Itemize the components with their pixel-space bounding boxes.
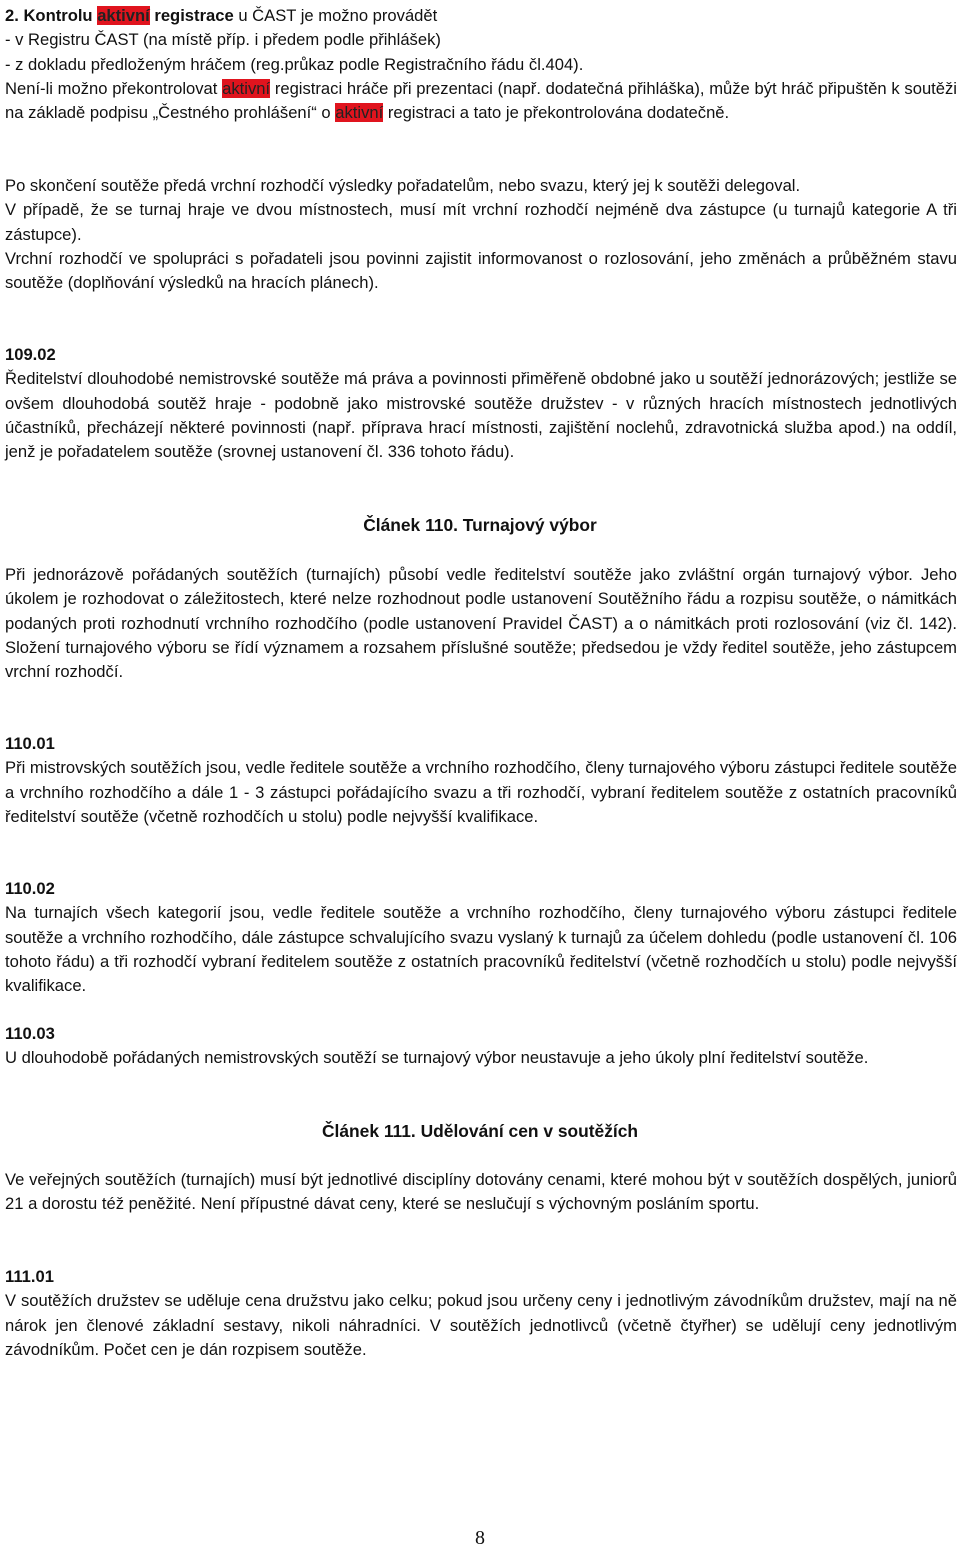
section-110-02 [5,877,957,998]
paragraph-rooms: V případě, že se turnaj hraje ve dvou místnostech, musí mít vrchní rozhodčí nejméně dva zástupce (u turnajů kategorie A tři zástupce). [5,200,957,244]
section-number: 109.02 [5,345,56,364]
article-111-text: Ve veřejných soutěžích (turnajích) musí být jednotlivé disciplíny dotovány cenami, které mohou být v soutěžích dospělých, juniorů 21 a dorostu též peněžité. Není přípustné dávat ceny, které se neslučují s výchovným posláním sportu. [5,1170,957,1214]
highlight-aktivni: aktivní [335,103,384,123]
section-text: Při mistrovských soutěžích jsou, vedle ředitele soutěže a vrchního rozhodčího, členy turnajového výboru zástupci ředitele soutěže a vrchního rozhodčího a dále 1 - 3 zástupci pořádajícího svazu a tři rozhodčí, vybraní ředitelem soutěže z ostatních pracovníků ředitelství soutěže (včetně rozhodčích u stolu) podle nejvyšší kvalifikace. [5,758,957,826]
article-110-text: Při jednorázově pořádaných soutěžích (turnajích) působí vedle ředitelství soutěže jako zvláštní orgán turnajový výbor. Jeho úkolem je rozhodovat o záležitostech, které nelze rozhodnout podle ustanovení Soutěžního řádu a rozpisu soutěže, o námitkách podaných proti rozhodnutí vrchního rozhodčího (podle ustanovení Pravidel ČAST) a o námitkách proti rozlosování (viz čl. 142). Složení turnajového výboru se řídí významem a rozsahem příslušné soutěže; předsedou je vždy ředitel soutěže, jeho zástupcem vrchní rozhodčí. [5,565,957,682]
intro-line-1: 2. Kontrolu aktivní registrace u ČAST je možno provádět [5,6,438,25]
intro-block [5,4,957,125]
section-text: Na turnajích všech kategorií jsou, vedle ředitele soutěže a vrchního rozhodčího, členy turnajového výboru zástupci ředitele soutěže a vrchního rozhodčího, dále zástupce schvalujícího svazu vyslaný k turnajů za účelem dohledu (podle ustanovení čl. 106 tohoto řádu) a tři rozhodčí vybraní ředitelem soutěže z ostatních pracovníků ředitelství (včetně rozhodčích u stolu) podle nejvyšší kvalifikace. [5,903,957,996]
intro-line-3: - z dokladu předloženým hráčem (reg.průkaz podle Registračního řádu čl.404). [5,54,584,74]
paragraph-cooperation: Vrchní rozhodčí ve spolupráci s pořadateli jsou povinni zajistit informovanost o rozlosování, jeho změnách a průběžném stavu soutěže (doplňování výsledků na hracích plánech). [5,248,957,293]
section-109-02 [5,343,957,464]
paragraph-results: Po skončení soutěže předá vrchní rozhodčí výsledky pořadatelům, nebo svazu, který jej k soutěži delegoval. V případě, že se turnaj hraje ve dvou místnostech, musí mít vrchní rozhodčí nejméně dva zástupce (u turnajů kategorie A tři zástupce). Vrchní rozhodčí ve spolupráci s pořadateli jsou povinni zajistit informovanost o rozlosování, jeho změnách a průběžném stavu soutěže (doplňování výsledků na hracích plánech). [5,174,957,295]
section-111-01 [5,1265,957,1362]
section-text: Ředitelství dlouhodobé nemistrovské soutěže má práva a povinnosti přiměřeně obdobné jako u soutěží jednorázových; jestliže se ovšem dlouhodobá soutěž hraje - podobně jako mistrovské soutěže družstev - v různých hracích místnostech jednotlivých účastníků, přecházejí některé povinnosti (např. příprava hrací místnosti, zajištění noclehů, zdravotnická služba apod.) na oddíl, jenž je pořadatelem soutěže (srovnej ustanovení čl. 336 tohoto řádu). [5,369,957,462]
section-110-03 [5,1022,957,1071]
highlight-aktivni: aktivní [97,6,150,25]
section-number: 110.03 [5,1024,55,1043]
section-number: 110.01 [5,734,55,753]
section-text: U dlouhodobě pořádaných nemistrovských soutěží se turnajový výbor neustavuje a jeho úkoly plní ředitelství soutěže. [5,1048,869,1068]
section-110-01 [5,732,957,829]
intro-paragraph: Není-li možno překontrolovat aktivní registraci hráče při prezentaci (např. dodatečná přihláška), může být hráč připuštěn k soutěži na základě podpisu „Čestného prohlášení“ o aktivní registraci a tato je překontrolována dodatečně. [5,78,957,123]
intro-line-2: - v Registru ČAST (na místě příp. i předem podle přihlášek) [5,30,441,50]
section-text: V soutěžích družstev se uděluje cena družstvu jako celku; pokud jsou určeny ceny i jednotlivým závodníkům družstev, mají na ně nárok jen členové základní sestavy, nikoli náhradníci. V soutěžích jednotlivců (včetně čtyřher) se udělují ceny jednotlivým závodníkům. Počet cen je dán rozpisem soutěže. [5,1291,957,1359]
highlight-aktivni: aktivní [222,78,271,98]
section-number: 110.02 [5,879,55,898]
page-number: 8 [475,1527,485,1549]
section-number: 111.01 [5,1267,54,1286]
article-110-heading: Článek 110. Turnajový výbor [363,515,597,535]
article-111-heading: Článek 111. Udělování cen v soutěžích [321,1121,639,1141]
